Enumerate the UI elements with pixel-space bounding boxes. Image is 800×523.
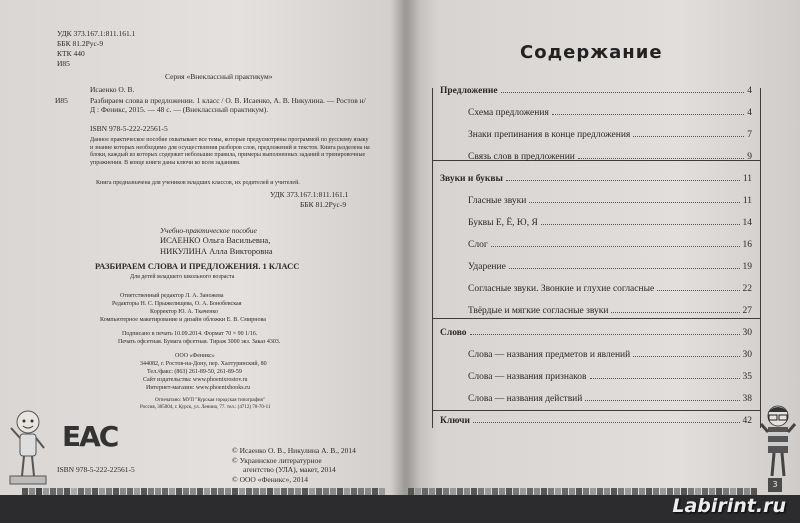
cartoon-kid-icon <box>760 404 796 484</box>
contents-page <box>408 0 800 500</box>
age: Для детей младшего школьного возраста <box>130 274 235 280</box>
address: 344082, г. Ростов-на-Дону, пер. Халтуринский, 80 <box>140 361 267 367</box>
signed: Подписано в печать 10.09.2014. Формат 70 × 90 1/16. <box>122 331 258 337</box>
toc-row <box>440 322 752 338</box>
corrector: Корректор Ю. А. Ткаченко <box>150 309 219 315</box>
left-rule <box>432 88 433 428</box>
toc-row <box>468 278 752 294</box>
toc-page: 7 <box>747 130 752 140</box>
toc-row <box>468 256 752 272</box>
toc-page: 19 <box>742 262 752 272</box>
toc-row <box>468 234 752 250</box>
layout-credit: Компьютерное макетирование и дизайн обложки Е. В. Смирнова <box>100 317 266 323</box>
shop: Интернет-магазин: www.phoenixbooks.ru <box>146 385 251 391</box>
toc-leader <box>470 334 740 335</box>
toc-row <box>440 80 752 96</box>
toc-row <box>468 388 752 404</box>
toc-page: 35 <box>742 372 752 382</box>
toc-row <box>468 124 752 140</box>
code: И85 <box>57 59 70 68</box>
toc-row <box>440 168 752 184</box>
toc-label: Знаки препинания в конце предложения <box>468 130 631 140</box>
toc-row <box>440 410 752 426</box>
toc-page: 9 <box>747 152 752 162</box>
copyright-agency-2: агентство (УЛА), макет, 2014 <box>243 465 336 474</box>
udk: УДК 373.167.1:811.161.1 <box>57 29 136 38</box>
site: Сайт издательства: www.phoenixrostov.ru <box>143 377 248 383</box>
phone: Тел./факс: (863) 261-89-50, 261-89-59 <box>147 369 242 375</box>
toc-leader <box>473 422 740 423</box>
toc-label: Буквы Е, Ё, Ю, Я <box>468 218 538 228</box>
ktk: КТК 440 <box>57 49 85 58</box>
labirint-watermark: Labirint.ru <box>672 495 786 517</box>
toc-leader <box>657 290 739 291</box>
toc-leader <box>529 202 739 203</box>
udk2: УДК 373.167.1:811.161.1 <box>270 190 349 199</box>
copyright-phoenix: © ООО «Феникс», 2014 <box>232 475 309 484</box>
toc-label: Твёрдые и мягкие согласные звуки <box>468 306 609 316</box>
toc-label: Согласные звуки. Звонкие и глухие согласные <box>468 284 655 294</box>
toc-page: 30 <box>742 328 752 338</box>
toc-page: 16 <box>742 240 752 250</box>
toc-row <box>468 102 752 118</box>
author: Исаенко О. В. <box>90 85 135 94</box>
printed-addr: Россия, 305004, г. Курск, ул. Ленина, 77. тел.: (4712) 70-70-11 <box>140 405 271 410</box>
copyright-agency: © Украинское литературное <box>232 456 322 465</box>
series: Серия «Внеклассный практикум» <box>165 72 273 81</box>
toc-leader <box>552 114 744 115</box>
toc-leader <box>611 312 739 313</box>
cartoon-boy-icon <box>8 408 48 486</box>
toc-page: 38 <box>742 394 752 404</box>
toc-leader <box>491 246 740 247</box>
toc-leader <box>509 268 740 269</box>
code2: И85 <box>55 96 68 105</box>
toc-page: 11 <box>742 174 752 184</box>
isbn: ISBN 978-5-222-22561-5 <box>90 124 168 133</box>
book-title: РАЗБИРАЕМ СЛОВА И ПРЕДЛОЖЕНИЯ. 1 КЛАСС <box>95 261 300 271</box>
toc-leader <box>590 378 740 379</box>
toc-leader <box>585 400 739 401</box>
toc-leader <box>506 180 740 181</box>
editor: Ответственный редактор Л. А. Заножева <box>120 293 224 299</box>
abstract: Данное практическое пособие охватывает все темы, которые предусмотрены программой по русскому языку и знание которых необходимо для осуществления разборов слов, предложений и текстов. Книга разделена на блоки, каждый из которых содержит небольшие правила, примеры выполненных заданий и тренировочные упражнения. В конце книги даны ключи ко всем заданиям. <box>90 137 370 166</box>
printed: Отпечатано: МУП "Курская городская типография" <box>155 398 265 403</box>
toc-leader <box>633 356 739 357</box>
toc-leader <box>633 136 744 137</box>
print-info: Печать офсетная. Бумага офсетная. Тираж 3000 экз. Заказ 4303. <box>118 339 281 345</box>
toc-label: Гласные звуки <box>468 196 527 206</box>
right-rule <box>760 88 761 428</box>
toc-page: 4 <box>747 108 752 118</box>
toc-label: Звуки и буквы <box>440 174 503 184</box>
toc-label: Слово <box>440 328 467 338</box>
section-rule-2 <box>432 318 761 319</box>
toc-page: 11 <box>742 196 752 206</box>
publisher: ООО «Феникс» <box>175 353 215 359</box>
bbk2: ББК 81.2Рус-9 <box>300 200 347 209</box>
toc-page: 22 <box>742 284 752 294</box>
toc-label: Ударение <box>468 262 506 272</box>
toc-label: Предложение <box>440 86 498 96</box>
toc-label: Слог <box>468 240 488 250</box>
toc-row <box>468 344 752 360</box>
editors: Редакторы Н. С. Прыжелищева, О. А. Бонобевская <box>112 301 242 307</box>
toc-row <box>468 190 752 206</box>
page-number: 3 <box>768 478 782 492</box>
contents-heading: Содержание <box>520 42 663 63</box>
toc-row <box>468 212 752 228</box>
description: Разбираем слова в предложении. 1 класс / О. В. Исаенко, А. В. Никулина. — Ростов н/Д : Феникс, 2015. — 48 с. — (Внеклассный практикум). <box>90 96 366 114</box>
genre: Учебно-практическое пособие <box>160 226 257 235</box>
author2: НИКУЛИНА Алла Викторовна <box>160 246 273 256</box>
author1: ИСАЕНКО Ольга Васильевна, <box>160 235 271 245</box>
toc-label: Слова — названия действий <box>468 394 583 404</box>
toc-leader <box>578 158 744 159</box>
imprint-page <box>0 0 400 500</box>
toc-page: 42 <box>742 416 752 426</box>
toc-row <box>468 146 752 162</box>
toc-label: Слова — названия предметов и явлений <box>468 350 631 360</box>
toc-page: 27 <box>742 306 752 316</box>
isbn-bottom: ISBN 978-5-222-22561-5 <box>57 465 135 474</box>
toc-label: Схема предложения <box>468 108 549 118</box>
toc-label: Слова — названия признаков <box>468 372 587 382</box>
toc-label: Связь слов в предложении <box>468 152 575 162</box>
copyright-authors: © Исаенко О. В., Никулина А. В., 2014 <box>232 446 356 455</box>
toc-label: Ключи <box>440 416 470 426</box>
eac-mark: ЕАС <box>62 420 118 453</box>
toc-page: 4 <box>747 86 752 96</box>
toc-leader <box>501 92 745 93</box>
audience: Книга предназначена для учеников младших классов, их родителей и учителей. <box>96 180 300 186</box>
toc-leader <box>541 224 740 225</box>
toc-page: 30 <box>742 350 752 360</box>
toc-row <box>468 300 752 316</box>
bbk: ББК 81.2Рус-9 <box>57 39 104 48</box>
toc-row <box>468 366 752 382</box>
toc-page: 14 <box>742 218 752 228</box>
